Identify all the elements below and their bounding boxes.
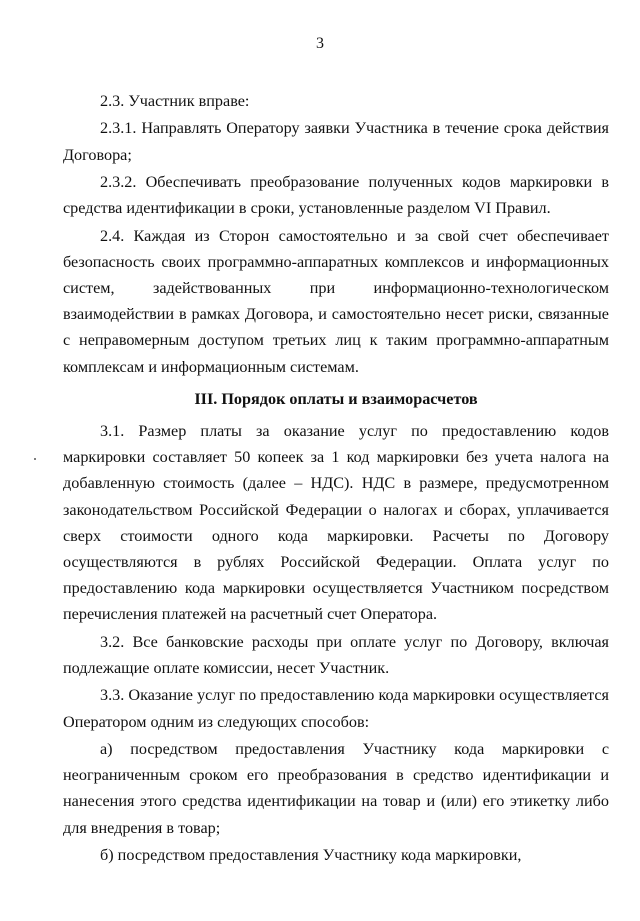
document-body bbox=[63, 88, 609, 869]
clause-2-4: 2.4. Каждая из Сторон самостоятельно и за свой счет обеспечивает безопасность своих программно-аппаратных комплексов и информационных систем, задействованных при информационно-технологическом взаимодействии в рамках Договора, и самостоятельно несет риски, связанные с неправомерным доступом третьих лиц к таким программно-аппаратным комплексам и информационным системам. bbox=[63, 226, 609, 376]
clause-3-2: 3.2. Все банковские расходы при оплате услуг по Договору, включая подлежащие оплате комиссии, несет Участник. bbox=[63, 632, 609, 678]
clause-2-3-1: 2.3.1. Направлять Оператору заявки Участника в течение срока действия Договора; bbox=[63, 119, 609, 164]
section-heading: III. Порядок оплаты и взаиморасчетов bbox=[194, 389, 478, 408]
clause-3-3-b: б) посредством предоставления Участнику кода маркировки, bbox=[100, 846, 522, 864]
scan-artifact-dot bbox=[34, 458, 36, 460]
clause-2-3: 2.3. Участник вправе: bbox=[100, 92, 250, 110]
page-number: 3 bbox=[316, 35, 324, 52]
clause-3-1: 3.1. Размер платы за оказание услуг по предоставлению кодов маркировки составляет 50 копеек за 1 код маркировки без учета налога на добавленную стоимость (далее – НДС). НДС в размере, предусмотренном законодательством Российской Федерации о налогах и сборах, уплачивается сверх стоимости одного кода маркировки. Расчеты по Договору осуществляются в рублях Российской Федерации. Оплата услуг по предоставлению кода маркировки осуществляется Участником посредством перечисления платежей на расчетный счет Оператора. bbox=[63, 422, 609, 624]
clause-2-3-2: 2.3.2. Обеспечивать преобразование полученных кодов маркировки в средства идентификации в сроки, установленные разделом VI Правил. bbox=[63, 172, 609, 218]
clause-3-3-a: а) посредством предоставления Участнику кода маркировки с неограниченным сроком его преобразования в средство идентификации и нанесения этого средства идентификации на товар и (или) его этикетку либо для внедрения в товар; bbox=[63, 740, 609, 837]
clause-3-3: 3.3. Оказание услуг по предоставлению кода маркировки осуществляется Оператором одним из следующих способов: bbox=[63, 686, 609, 731]
